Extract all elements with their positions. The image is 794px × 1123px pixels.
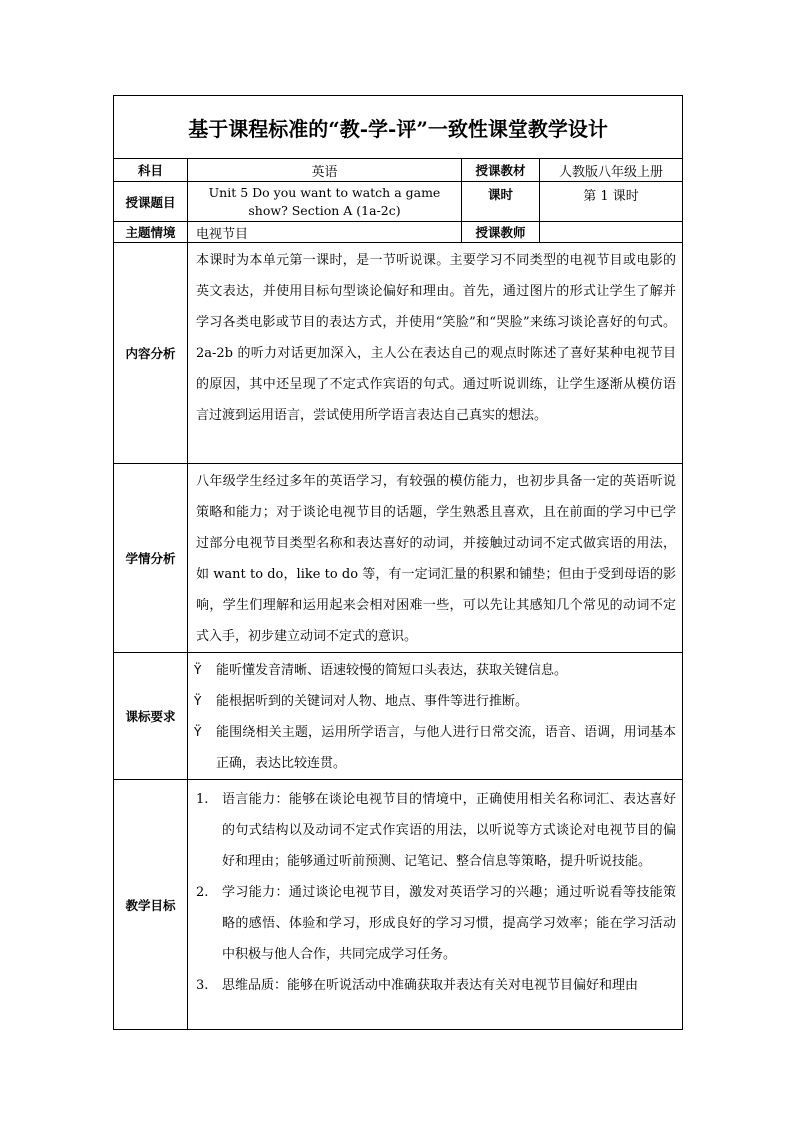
material-value: 人教版八年级上册: [540, 159, 683, 182]
goals-label: 教学目标: [114, 780, 188, 1030]
topic-line-2: show? Section A (1a-2c): [248, 202, 401, 218]
period-value: 第 1 课时: [540, 182, 683, 222]
goals-list: [188, 784, 682, 1001]
topic-line-1: Unit 5 Do you want to watch a game: [208, 184, 441, 200]
learner-analysis-text: 八年级学生经过多年的英语学习，有较强的模仿能力，也初步具备一定的英语听说策略和能力；对于谈论电视节目的话题，学生熟悉且喜欢，且在前面的学习中已学过部分电视节目类型名称和表达喜好的动词，并接触过动词不定式做宾语的用法，如 want to do，like to do 等，有一定词汇量的积累和铺垫；但由于受到母语的影响，学生们理解和运用起来会相对困难一些，可以先让其感知几个常见的动词不定式入手，初步建立动词不定式的意识。: [188, 464, 683, 653]
goal-number: 1.: [196, 792, 209, 807]
content-analysis-row: [114, 243, 683, 464]
title-row: [114, 96, 683, 159]
lesson-plan-table: [113, 95, 683, 1030]
topic-label: 授课题目: [114, 182, 188, 222]
standard-text: 能围绕相关主题，运用所学语言，与他人进行日常交流，语音、语调，用词基本正确，表达比较连贯。: [216, 725, 677, 771]
goals-row: [114, 780, 683, 1030]
period-label: 课时: [462, 182, 540, 222]
standards-label: 课标要求: [114, 653, 188, 780]
theme-value: 电视节目: [188, 222, 462, 243]
material-label: 授课教材: [462, 159, 540, 182]
subject-value: 英语: [188, 159, 462, 182]
goal-text: 学习能力：通过谈论电视节目，激发对英语学习的兴趣；通过听说看等技能策略的感悟、体验和学习，形成良好的学习习惯，提高学习效率；能在学习活动中积极与他人合作，共同完成学习任务。: [222, 885, 677, 962]
bullet-icon: Ÿ: [194, 663, 202, 677]
content-analysis-label: 内容分析: [114, 243, 188, 464]
learner-analysis-label: 学情分析: [114, 464, 188, 653]
bullet-icon: Ÿ: [194, 694, 202, 708]
standards-list: [188, 655, 682, 779]
subject-label: 科目: [114, 159, 188, 182]
list-item: [188, 717, 682, 779]
bullet-icon: Ÿ: [194, 725, 202, 739]
learner-analysis-row: [114, 464, 683, 653]
standard-text: 能根据听到的关键词对人物、地点、事件等进行推断。: [216, 694, 529, 709]
standards-content: [188, 653, 683, 780]
topic-value: [188, 182, 462, 222]
content-analysis-text: 本课时为本单元第一课时，是一节听说课。主要学习不同类型的电视节目或电影的英文表达，并使用目标句型谈论偏好和理由。首先，通过图片的形式让学生了解并学习各类电影或节目的表达方式，并使用“笑脸”和“哭脸”来练习谈论喜好的句式。2a-2b 的听力对话更加深入，主人公在表达自己的观点时陈述了喜好某种电视节目的原因，其中还呈现了不定式作宾语的句式。通过听说训练，让学生逐渐从模仿语言过渡到运用语言，尝试使用所学语言表达自己真实的想法。: [188, 243, 683, 464]
standards-row: [114, 653, 683, 780]
goal-number: 2.: [196, 885, 209, 900]
topic-row: [114, 182, 683, 222]
subject-row: [114, 159, 683, 182]
goal-text: 思维品质：能够在听说活动中准确获取并表达有关对电视节目偏好和理由: [222, 978, 639, 993]
goal-number: 3.: [196, 978, 209, 993]
standard-text: 能听懂发音清晰、语速较慢的简短口头表达，获取关键信息。: [216, 663, 568, 678]
theme-label: 主题情境: [114, 222, 188, 243]
page-title: 基于课程标准的“教-学-评”一致性课堂教学设计: [114, 96, 683, 159]
list-item: [188, 877, 682, 970]
list-item: [188, 784, 682, 877]
list-item: [188, 655, 682, 686]
teacher-value: [540, 222, 683, 243]
goal-text: 语言能力：能够在谈论电视节目的情境中，正确使用相关名称词汇、表达喜好的句式结构以及动词不定式作宾语的用法，以听说等方式谈论对电视节目的偏好和理由；能够通过听前预测、记笔记、整合信息等策略，提升听说技能。: [222, 792, 677, 869]
teacher-label: 授课教师: [462, 222, 540, 243]
list-item: [188, 686, 682, 717]
theme-row: [114, 222, 683, 243]
list-item: [188, 970, 682, 1001]
goals-content: [188, 780, 683, 1030]
